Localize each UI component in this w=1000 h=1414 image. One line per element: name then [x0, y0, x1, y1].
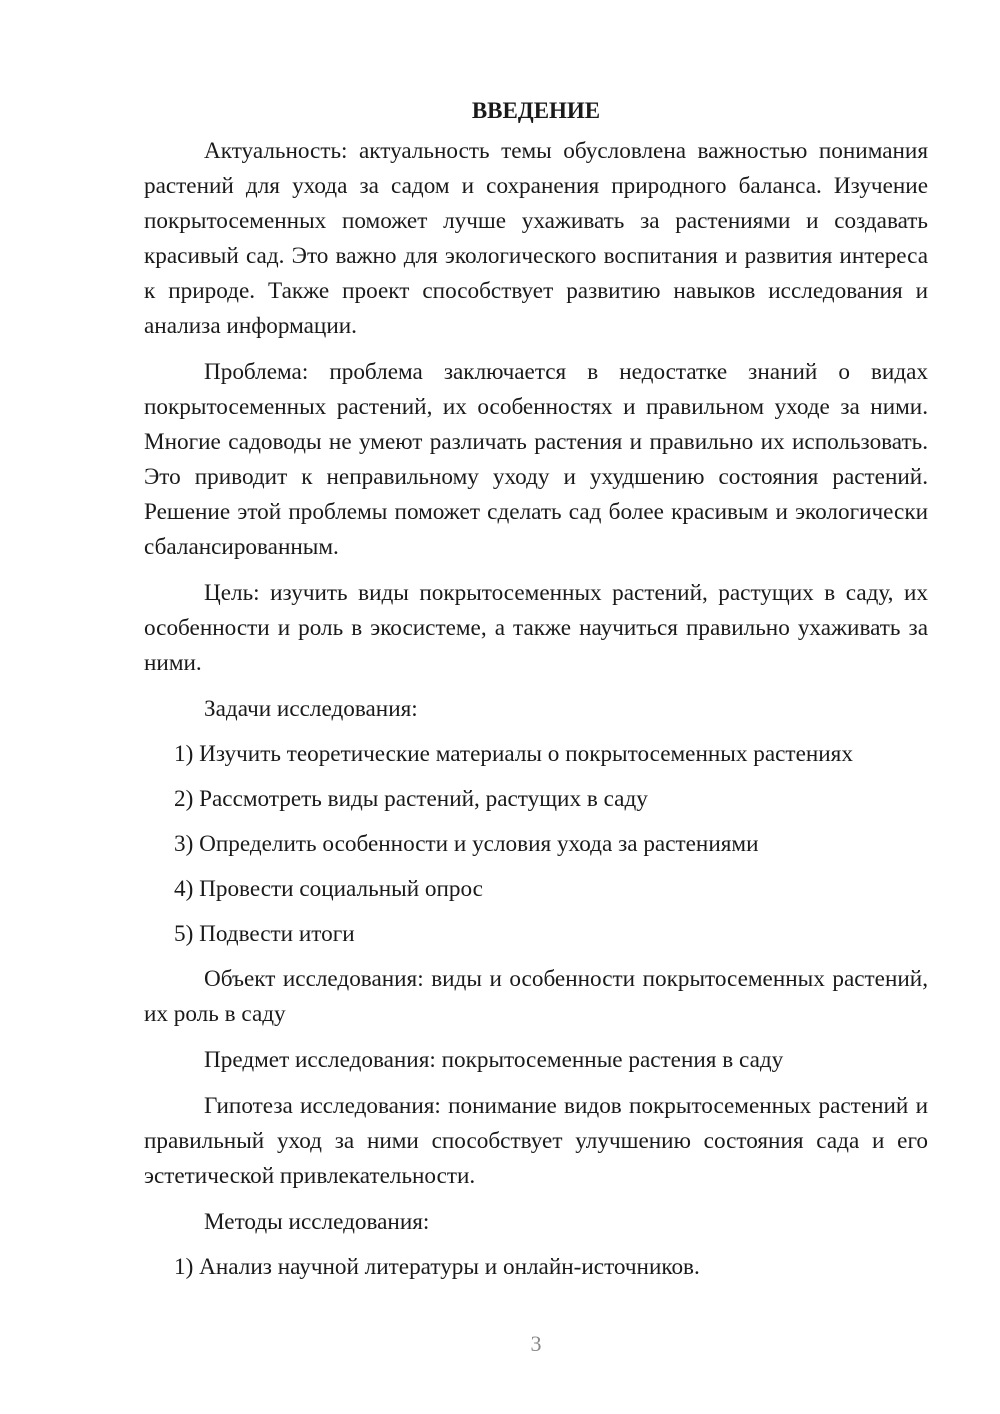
list-item: 1) Изучить теоретические материалы о покрытосеменных растениях	[174, 741, 853, 767]
page-title: ВВЕДЕНИЕ	[471, 98, 601, 123]
goal-paragraph: Цель: изучить виды покрытосеменных растений, растущих в саду, их особенности и роль в экосистеме, а также научиться правильно ухаживать за ними.	[144, 580, 928, 676]
list-item: 5) Подвести итоги	[174, 921, 355, 947]
list-item: 3) Определить особенности и условия ухода за растениями	[174, 831, 759, 857]
list-item: 2) Рассмотреть виды растений, растущих в саду	[174, 786, 648, 812]
hypothesis-paragraph: Гипотеза исследования: понимание видов покрытосеменных растений и правильный уход за ними способствует улучшению состояния сада и его эстетической привлекательности.	[144, 1093, 928, 1189]
object-paragraph: Объект исследования: виды и особенности покрытосеменных растений, их роль в саду	[144, 966, 928, 1027]
page-content	[144, 93, 928, 1295]
list-item: 1) Анализ научной литературы и онлайн-источников.	[174, 1254, 700, 1280]
page-number: 3	[530, 1331, 542, 1356]
problem-paragraph: Проблема: проблема заключается в недостатке знаний о видах покрытосеменных растений, их особенностях и правильном уходе за ними. Многие садоводы не умеют различать растения и правильно их использовать. Это приводит к неправильному уходу и ухудшению состояния растений. Решение этой проблемы поможет сделать сад более красивым и экологически сбалансированным.	[144, 359, 928, 560]
tasks-heading: Задачи исследования:	[204, 696, 418, 722]
subject-paragraph: Предмет исследования: покрытосеменные растения в саду	[204, 1047, 784, 1073]
list-item: 4) Провести социальный опрос	[174, 876, 483, 902]
methods-heading: Методы исследования:	[204, 1209, 430, 1235]
relevance-paragraph: Актуальность: актуальность темы обусловлена важностью понимания растений для ухода за садом и сохранения природного баланса. Изучение покрытосеменных поможет лучше ухаживать за растениями и создавать красивый сад. Это важно для экологического воспитания и развития интереса к природе. Также проект способствует развитию навыков исследования и анализа информации.	[144, 138, 928, 339]
tasks-list	[144, 737, 928, 952]
methods-list	[144, 1250, 928, 1285]
